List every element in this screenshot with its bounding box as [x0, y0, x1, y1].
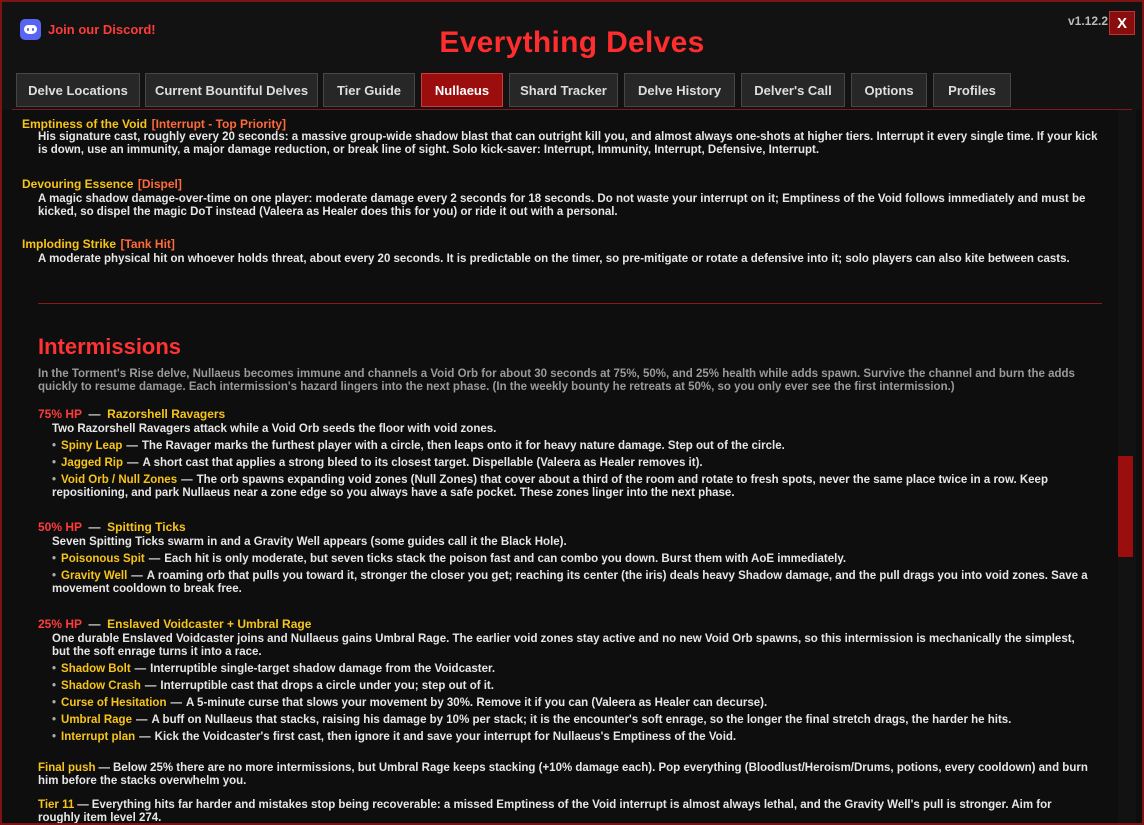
bullet-name: Spiny Leap [61, 440, 123, 452]
list-item: • Shadow Bolt — Interruptible single-target shadow damage from the Voidcaster. [52, 663, 496, 675]
window-title: Everything Delves [439, 26, 705, 59]
list-item: • Interrupt plan — Kick the Voidcaster's first cast, then ignore it and save your interrupt for Nullaeus's Emptiness of the Void. [52, 731, 737, 743]
close-button[interactable]: X [1109, 11, 1135, 35]
bullet-text: The orb spawns expanding void zones (Null Zones) that cover about a third of the room and rotate to fresh spots, never the same place twice in a row. Keep repositioning, and park Nullaeus near a zone edge so you always have a safe pocket. These zones linger into the next phase. [52, 474, 1048, 499]
phase-name: Razorshell Ravagers [107, 407, 226, 421]
list-item: • Jagged Rip — A short cast that applies a strong bleed to its closest target. Dispellable (Valeera as Healer removes it). [52, 457, 703, 469]
ability-tag: [Dispel] [137, 177, 182, 191]
bullet-text: A 5-minute curse that slows your movement by 30%. Remove it if you can (Valeera as Healer can decurse). [185, 697, 768, 709]
bullet-name: Poisonous Spit [61, 553, 145, 565]
phase-name: Enslaved Voidcaster + Umbral Rage [107, 617, 312, 631]
list-item: • Poisonous Spit — Each hit is only moderate, but seven ticks stack the poison fast and can combo you down. Burst them with AoE immediately. [52, 553, 847, 565]
tab-delvers-call[interactable]: Delver's Call [741, 73, 845, 107]
bullet-name: Void Orb / Null Zones [61, 474, 178, 486]
section-title: Intermissions [38, 334, 182, 359]
tab-tier-guide[interactable]: Tier Guide [323, 73, 415, 107]
bullet-name: Curse of Hesitation [61, 697, 167, 709]
scrollbar-thumb[interactable] [1118, 456, 1133, 557]
bullet-text: A roaming orb that pulls you toward it, stronger the closer you get; reaching its center (the iris) deals heavy Shadow damage, and the pull drags you into void zones. Save a movement cooldown to break free. [52, 570, 1088, 595]
list-item: • Gravity Well — A roaming orb that pulls you toward it, stronger the closer you get; reaching its center (the iris) deals heavy Shadow damage, and the pull drags you into void zones. Save a movement cooldown to break free. [52, 570, 1088, 595]
phase-description: Seven Spitting Ticks swarm in and a Gravity Well appears (some guides call it the Black Hole). [52, 536, 567, 548]
bullet-text: Interruptible single-target shadow damage from the Voidcaster. [150, 663, 496, 675]
phase-hp: 75% HP [38, 407, 82, 421]
phase-heading: 75% HP — Razorshell Ravagers [38, 407, 226, 421]
ability-name: Devouring Essence [22, 177, 134, 191]
bullet-name: Shadow Bolt [61, 663, 131, 675]
bullet-text: Interruptible cast that drops a circle under you; step out of it. [160, 680, 494, 692]
phase-heading: 50% HP — Spitting Ticks [38, 520, 186, 534]
bullet-name: Jagged Rip [61, 457, 124, 469]
tab-delve-locations[interactable]: Delve Locations [16, 73, 140, 107]
list-item: • Void Orb / Null Zones — The orb spawns expanding void zones (Null Zones) that cover about a third of the room and rotate to fresh spots, never the same place twice in a row. Keep repositioning, and park Nullaeus near a zone edge so you always have a safe pocket. These zones linger into the next phase. [52, 474, 1048, 499]
ability-description: A moderate physical hit on whoever holds threat, about every 20 seconds. It is predictable on the timer, so pre-mitigate or rotate a defensive into it; solo players can also kite between casts. [38, 253, 1070, 265]
tab-options[interactable]: Options [851, 73, 927, 107]
bullet-text: Kick the Voidcaster's first cast, then ignore it and save your interrupt for Nullaeus's Emptiness of the Void. [154, 731, 737, 743]
bullet-text: The Ravager marks the furthest player with a circle, then leaps onto it for heavy nature damage. Step out of the circle. [141, 440, 785, 452]
discord-label: Join our Discord! [48, 22, 156, 37]
tier11-paragraph: Tier 11 — Everything hits far harder and mistakes stop being recoverable: a missed Emptiness of the Void interrupt is almost always lethal, and the Gravity Well's pull is stronger. Aim for roughly item level 274. [38, 799, 1052, 824]
ability-name: Emptiness of the Void [22, 117, 148, 131]
bullet-name: Gravity Well [61, 570, 128, 582]
section-intro: In the Torment's Rise delve, Nullaeus becomes immune and channels a Void Orb for about 30 seconds at 75%, 50%, and 25% health while adds spawn. Survive the channel and burn the adds quickly to resume damage. Each intermission's hazard lingers into the next phase. (In the weekly bounty he retreats at 50%, so you only ever see the first intermission.) [38, 368, 1075, 393]
phase-description: One durable Enslaved Voidcaster joins and Nullaeus gains Umbral Rage. The earlier void zones stay active and no new Void Orb spawns, so this intermission is mechanically the simplest, but the soft enrage turns it into a race. [52, 633, 1075, 658]
tier11-text: Everything hits far harder and mistakes stop being recoverable: a missed Emptiness of the Void interrupt is almost always lethal, and the Gravity Well's pull is stronger. Aim for roughly item level 274. [38, 799, 1052, 824]
phase-description: Two Razorshell Ravagers attack while a Void Orb seeds the floor with void zones. [52, 423, 497, 435]
tab-nullaeus[interactable]: Nullaeus [421, 73, 503, 107]
ability-heading [22, 235, 175, 253]
list-item: • Umbral Rage — A buff on Nullaeus that stacks, raising his damage by 10% per stack; it is the encounter's soft enrage, so the longer the final stretch drags, the harder he hits. [52, 714, 1012, 726]
bullet-name: Shadow Crash [61, 680, 141, 692]
tab-delve-history[interactable]: Delve History [624, 73, 735, 107]
ability-description: A magic shadow damage-over-time on one player: moderate damage every 2 seconds for 18 seconds. Do not waste your interrupt on it; Emptiness of the Void follows immediately and must be kicked, so dispel the magic DoT instead (Valeera as Healer does this for you) or ride it out with a personal. [38, 193, 1086, 218]
phase-hp: 25% HP [38, 617, 82, 631]
phase-heading: 25% HP — Enslaved Voidcaster + Umbral Rage [38, 617, 312, 631]
ability-description: His signature cast, roughly every 20 seconds: a massive group-wide shadow blast that can outright kill you, and almost always one-shots at higher tiers. Interrupt it every single time. If your kick is down, use an immunity, a major damage reduction, or break line of sight. Solo kick-saver: Interrupt, Immunity, Interrupt, Defensive, Interrupt. [38, 131, 1098, 156]
ability-tag: [Tank Hit] [120, 237, 175, 251]
bullet-text: Each hit is only moderate, but seven ticks stack the poison fast and can combo you down. Burst them with AoE immediately. [164, 553, 847, 565]
bullet-text: A short cast that applies a strong bleed to its closest target. Dispellable (Valeera as Healer removes it). [142, 457, 703, 469]
header-bar [2, 2, 1142, 110]
list-item: • Curse of Hesitation — A 5-minute curse that slows your movement by 30%. Remove it if you can (Valeera as Healer can decurse). [52, 697, 768, 709]
tab-shard-tracker[interactable]: Shard Tracker [509, 73, 618, 107]
content-scroll-area[interactable] [2, 110, 1118, 825]
version-label: v1.12.2 [1068, 14, 1109, 28]
phase-name: Spitting Ticks [107, 520, 186, 534]
ability-heading [22, 175, 182, 193]
ability-name: Imploding Strike [22, 237, 117, 251]
ability-tag: [Interrupt - Top Priority] [151, 117, 287, 131]
final-push-label: Final push [38, 762, 96, 774]
final-push-text: Below 25% there are no more intermissions, but Umbral Rage keeps stacking (+10% damage each). Pop everything (Bloodlust/Heroism/Drums, potions, every cooldown) and burn him before the stacks overwhelm you. [38, 762, 1088, 787]
list-item: • Spiny Leap — The Ravager marks the furthest player with a circle, then leaps onto it for heavy nature damage. Step out of the circle. [52, 440, 785, 452]
phase-hp: 50% HP [38, 520, 82, 534]
section-divider [38, 303, 1102, 304]
list-item: • Shadow Crash — Interruptible cast that drops a circle under you; step out of it. [52, 680, 494, 692]
bullet-name: Umbral Rage [61, 714, 132, 726]
final-push-paragraph: Final push — Below 25% there are no more intermissions, but Umbral Rage keeps stacking (+10% damage each). Pop everything (Bloodlust/Heroism/Drums, potions, every cooldown) and burn him before the stacks overwhelm you. [38, 762, 1088, 787]
tab-profiles[interactable]: Profiles [933, 73, 1011, 107]
bullet-name: Interrupt plan [61, 731, 136, 743]
tab-current-bountiful-delves[interactable]: Current Bountiful Delves [145, 73, 318, 107]
tier11-label: Tier 11 [38, 799, 75, 811]
bullet-text: A buff on Nullaeus that stacks, raising his damage by 10% per stack; it is the encounter's soft enrage, so the longer the final stretch drags, the harder he hits. [151, 714, 1012, 726]
